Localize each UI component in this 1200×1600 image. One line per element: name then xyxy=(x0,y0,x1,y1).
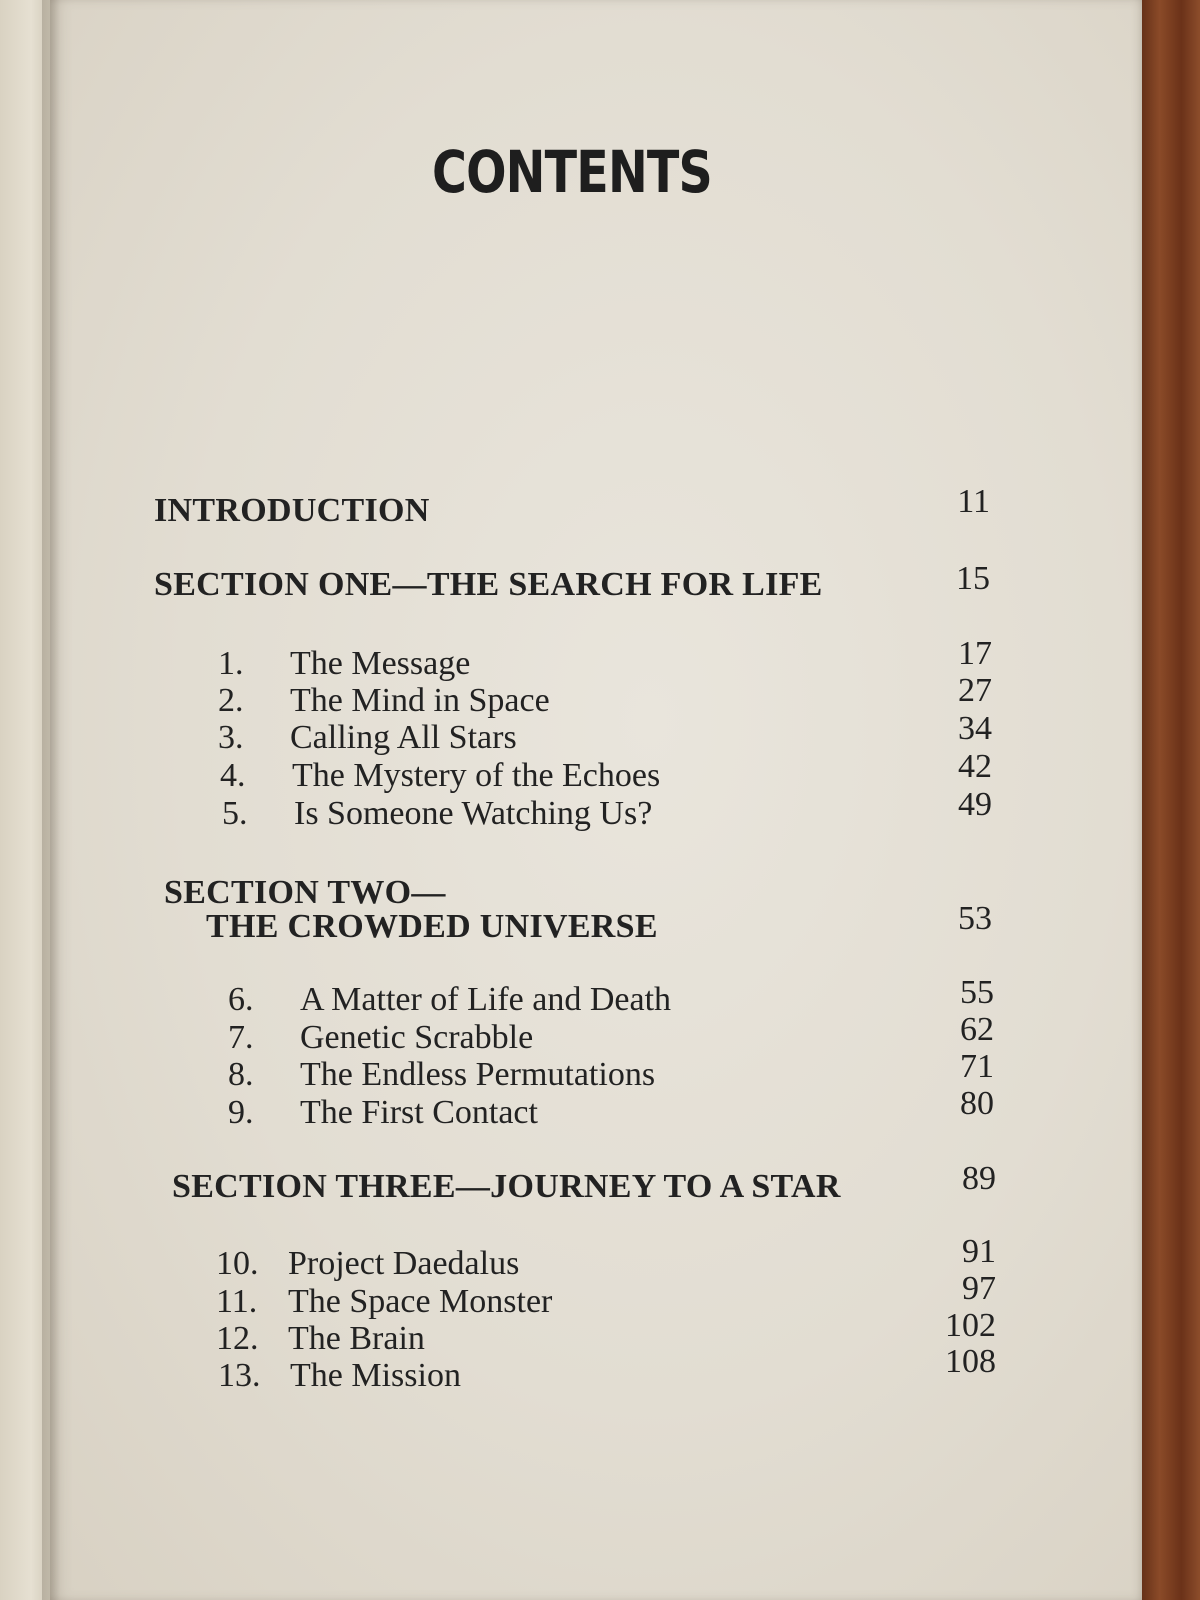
chapter-entry: 1. The Message xyxy=(218,645,471,682)
page-title: CONTENTS xyxy=(431,138,713,206)
chapter-entry: 10. Project Daedalus xyxy=(216,1245,520,1282)
chapter-page: 62 xyxy=(960,1011,994,1048)
chapter-page: 71 xyxy=(960,1048,994,1085)
introduction-heading: INTRODUCTION xyxy=(154,492,430,529)
chapter-entry: 11. The Space Monster xyxy=(216,1283,553,1320)
section-one-page: 15 xyxy=(956,560,990,597)
chapter-page: 80 xyxy=(960,1085,994,1122)
chapter-page: 55 xyxy=(960,974,994,1011)
section-one-heading: SECTION ONE—THE SEARCH FOR LIFE xyxy=(154,566,823,603)
chapter-page: 49 xyxy=(958,786,992,823)
chapter-page: 108 xyxy=(945,1343,996,1380)
section-two-page: 53 xyxy=(958,900,992,937)
wooden-table xyxy=(1138,0,1200,1600)
book-page xyxy=(50,0,1142,1600)
chapter-page: 102 xyxy=(945,1307,996,1344)
chapter-entry: 8. The Endless Permutations xyxy=(228,1056,656,1093)
section-three-heading: SECTION THREE—JOURNEY TO A STAR xyxy=(172,1168,841,1205)
chapter-entry: 3. Calling All Stars xyxy=(218,719,517,756)
chapter-entry: 7. Genetic Scrabble xyxy=(228,1019,534,1056)
section-two-heading-line2: THE CROWDED UNIVERSE xyxy=(206,908,658,945)
section-three-page: 89 xyxy=(962,1160,996,1197)
introduction-page: 11 xyxy=(957,483,990,520)
chapter-entry: 9. The First Contact xyxy=(228,1094,538,1131)
chapter-page: 17 xyxy=(958,635,992,672)
chapter-page: 34 xyxy=(958,710,992,747)
chapter-entry: 5. Is Someone Watching Us? xyxy=(222,795,653,832)
chapter-entry: 4. The Mystery of the Echoes xyxy=(220,757,661,794)
chapter-entry: 2. The Mind in Space xyxy=(218,682,550,719)
chapter-page: 42 xyxy=(958,748,992,785)
page-gutter-shadow xyxy=(42,0,60,1600)
chapter-entry: 12. The Brain xyxy=(216,1320,425,1357)
chapter-entry: 13. The Mission xyxy=(218,1357,461,1394)
chapter-page: 91 xyxy=(962,1233,996,1270)
chapter-page: 97 xyxy=(962,1270,996,1307)
section-two-heading-line1: SECTION TWO— xyxy=(164,874,446,911)
chapter-page: 27 xyxy=(958,672,992,709)
chapter-entry: 6. A Matter of Life and Death xyxy=(228,981,672,1018)
